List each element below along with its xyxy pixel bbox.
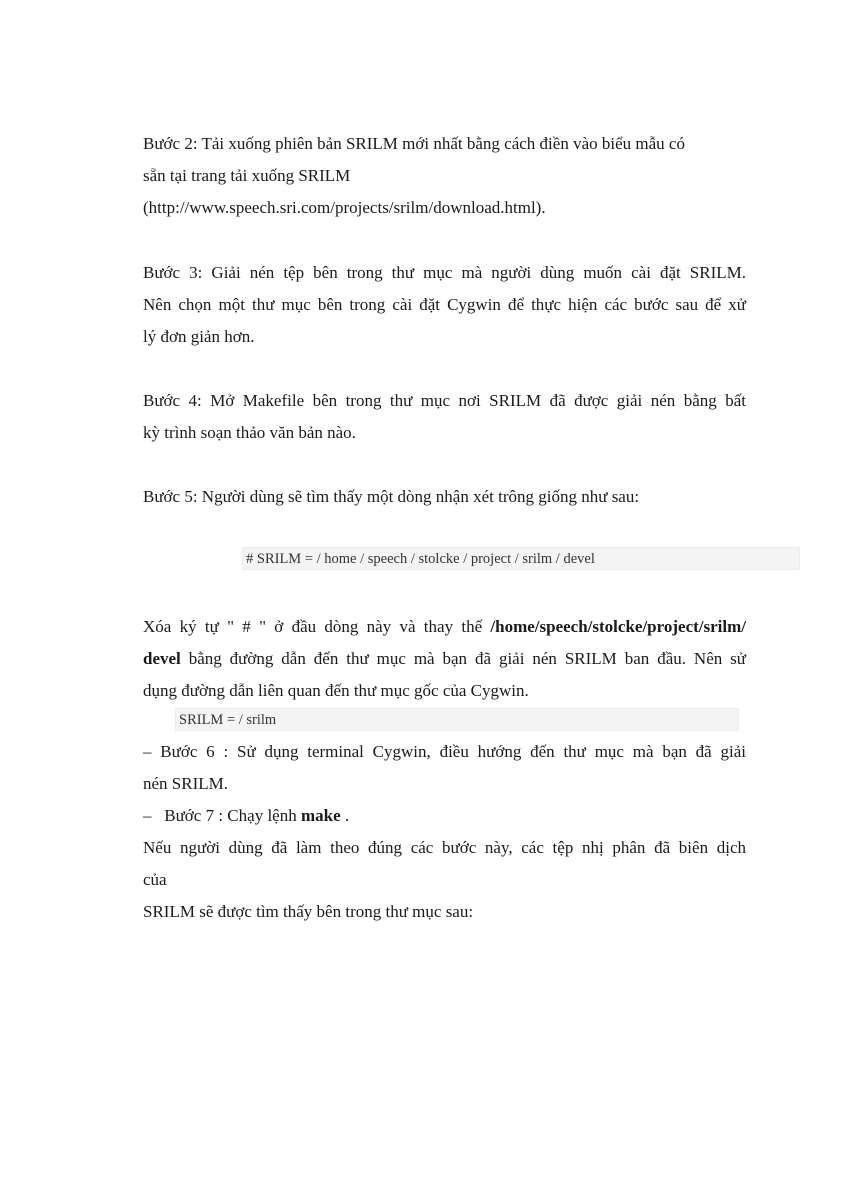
- step7-suffix: .: [340, 806, 350, 825]
- remove-para-line2: [143, 643, 746, 675]
- step3-line1: Bước 3: Giải nén tệp bên trong thư mục mà người dùng muốn cài đặt SRILM.: [143, 263, 746, 282]
- remove-para-line3: dụng đường dẫn liên quan đến thư mục gốc của Cygwin.: [143, 681, 529, 700]
- remove-para-path-end: devel: [143, 649, 181, 668]
- final-para-line1: Nếu người dùng đã làm theo đúng các bước này, các tệp nhị phân đã biên dịch: [143, 838, 746, 857]
- remove-para-line1: [143, 611, 746, 643]
- step7-command: make: [300, 806, 341, 825]
- final-para-line3: SRILM sẽ được tìm thấy bên trong thư mục sau:: [143, 902, 474, 921]
- step3-line2: Nên chọn một thư mục bên trong cài đặt Cygwin để thực hiện các bước sau để xử: [143, 295, 746, 314]
- step2-line1: Bước 2: Tải xuống phiên bản SRILM mới nhất bằng cách điền vào biểu mẫu có: [143, 134, 685, 153]
- step7-text: Bước 7 : Chạy lệnh: [164, 806, 301, 825]
- step3-line3: lý đơn giản hơn.: [143, 327, 255, 346]
- step6-line1: – Bước 6 : Sử dụng terminal Cygwin, điều hướng đến thư mục mà bạn đã giải: [143, 742, 746, 761]
- step7-line: [143, 800, 746, 832]
- remove-para-path: /home/speech/stolcke/project/srilm/: [490, 617, 746, 636]
- step2-line2: sẵn tại trang tải xuống SRILM: [143, 166, 351, 185]
- code-snippet-comment: # SRILM = / home / speech / stolcke / project / srilm / devel: [242, 547, 800, 570]
- final-para-line2: của: [143, 870, 167, 889]
- code-snippet-srilm: SRILM = / srilm: [175, 708, 739, 731]
- step2-url: (http://www.speech.sri.com/projects/srilm/download.html).: [143, 198, 546, 217]
- remove-para-line2-text: bằng đường dẫn đến thư mục mà bạn đã giải nén SRILM ban đầu. Nên sử: [180, 649, 746, 668]
- step4-line2: kỳ trình soạn thảo văn bản nào.: [143, 423, 356, 442]
- remove-para-line1-text: Xóa ký tự " # " ở đầu dòng này và thay thế: [143, 617, 491, 636]
- step6-line2: nén SRILM.: [143, 774, 228, 793]
- step7-dash: –: [143, 806, 152, 825]
- step5-line1: Bước 5: Người dùng sẽ tìm thấy một dòng nhận xét trông giống như sau:: [143, 487, 640, 506]
- step4-line1: Bước 4: Mở Makefile bên trong thư mục nơi SRILM đã được giải nén bằng bất: [143, 391, 746, 410]
